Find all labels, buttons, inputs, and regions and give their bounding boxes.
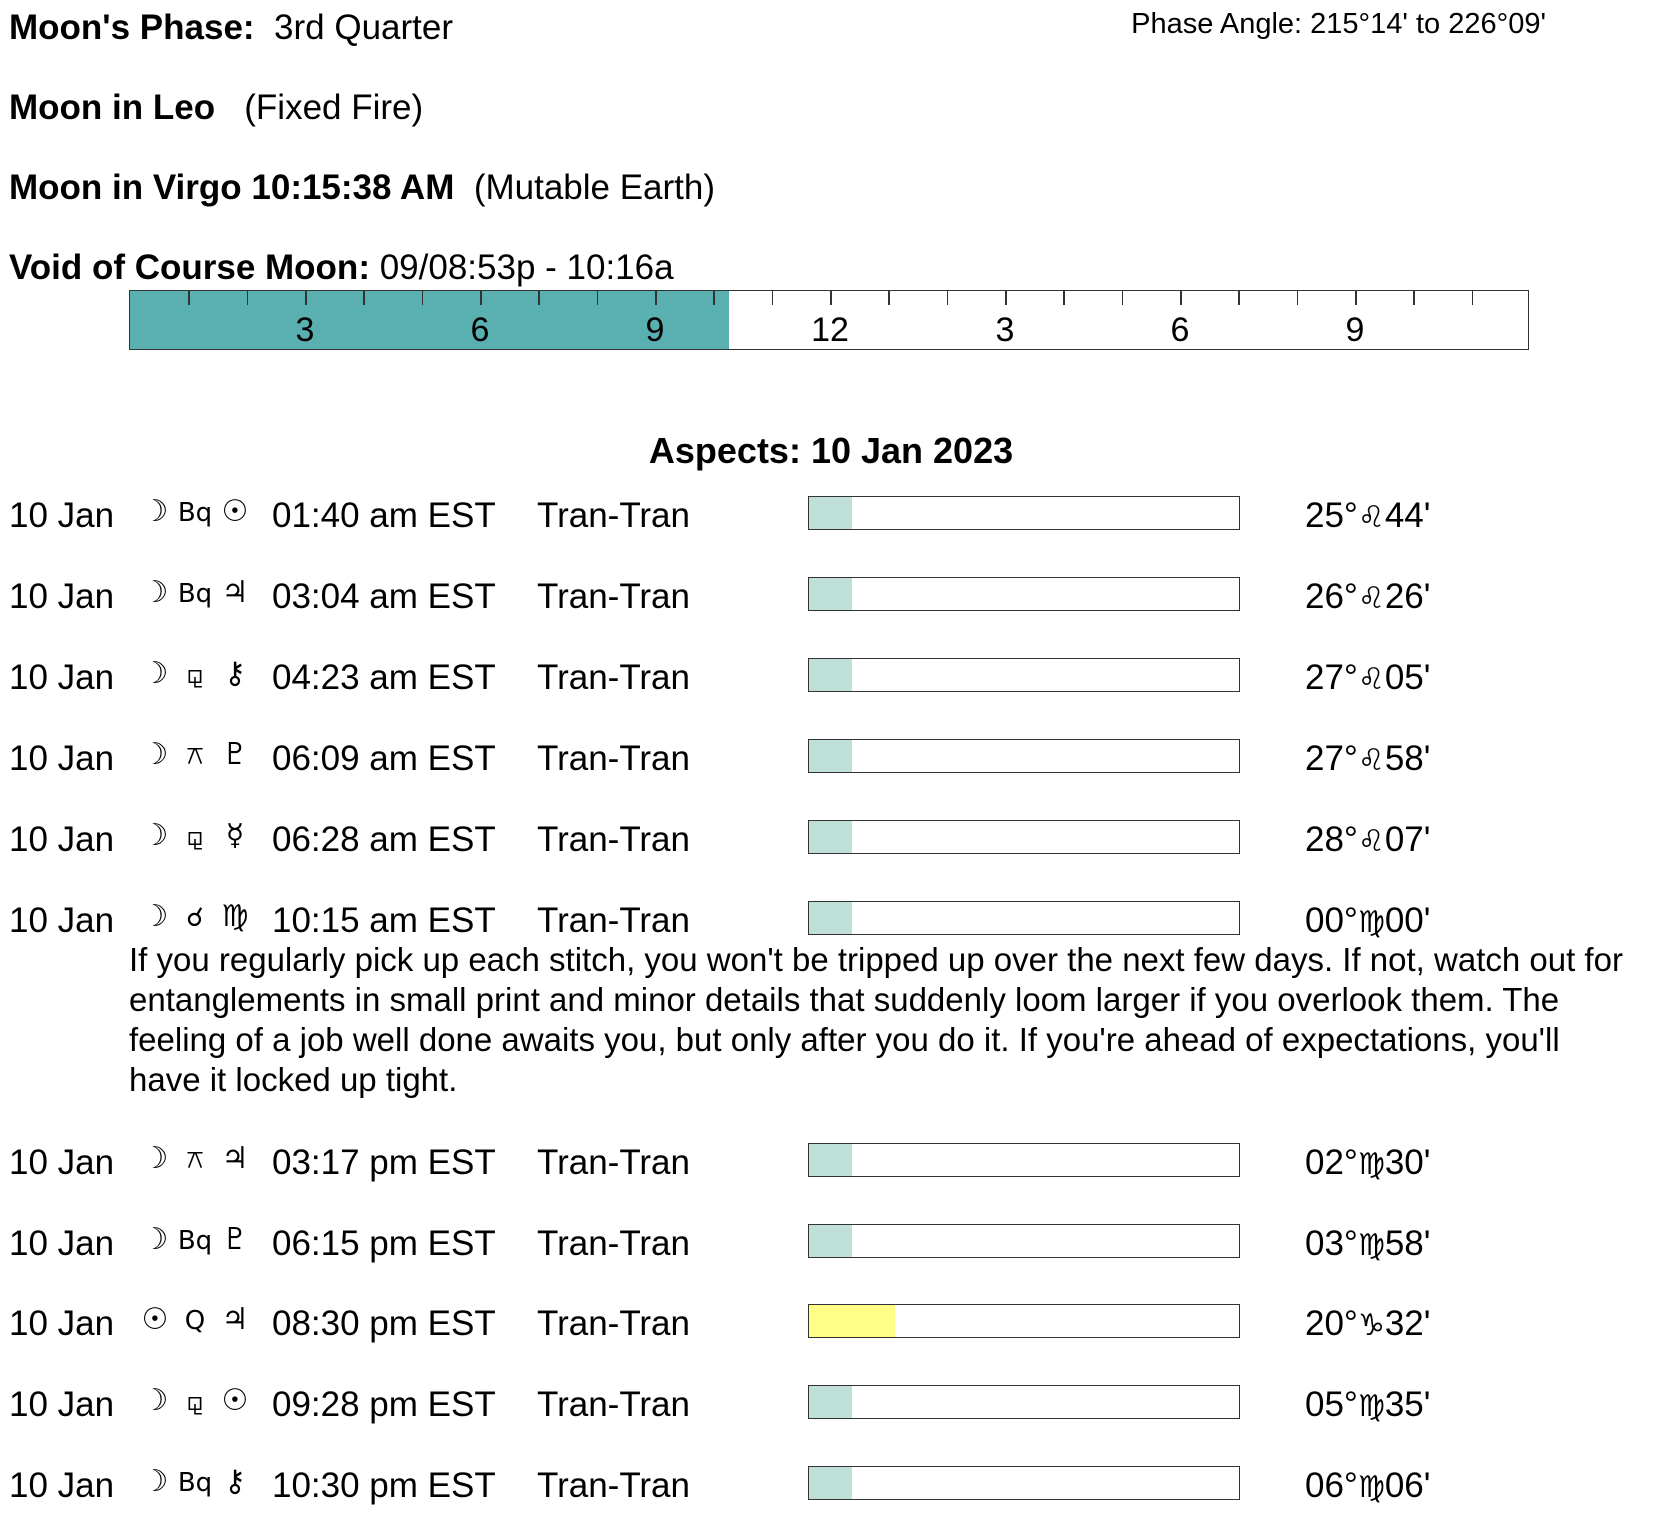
timeline-hour-tick <box>422 291 424 305</box>
aspect-strength-bar <box>808 496 1240 530</box>
aspect-date: 10 Jan <box>9 820 115 859</box>
aspect-icon: Bq <box>177 579 213 609</box>
position-minutes: 06' <box>1384 1466 1431 1505</box>
timeline-hour-tick <box>1180 291 1182 305</box>
position-minutes: 58' <box>1384 739 1431 778</box>
aspect-row <box>0 1143 1670 1191</box>
aspect-strength-bar <box>808 658 1240 692</box>
planet-2-icon: ♇ <box>221 737 249 772</box>
aspect-position <box>1305 1385 1430 1425</box>
aspect-kind: Tran-Tran <box>537 496 690 535</box>
timeline-hour-tick <box>597 291 599 305</box>
aspect-strength-fill <box>809 497 852 529</box>
planet-1-icon: ☽ <box>141 1383 169 1418</box>
aspect-date: 10 Jan <box>9 658 115 697</box>
aspect-time: 09:28 pm EST <box>272 1385 496 1424</box>
zodiac-sign-icon: ♍ <box>1357 1389 1385 1424</box>
aspect-date: 10 Jan <box>9 1143 115 1182</box>
aspect-kind: Tran-Tran <box>537 1143 690 1182</box>
aspect-interpretation: If you regularly pick up each stitch, you won't be tripped up over the next few days. If not, watch out for entanglements in small print and minor details that suddenly loom larger if you overlook them. The feeling of a job well done awaits you, but only after you do it. If you're ahead of expectations, you'll have it locked up tight. <box>129 941 1623 1098</box>
aspect-strength-bar <box>808 1385 1240 1419</box>
aspect-row <box>0 739 1670 787</box>
timeline-hour-tick <box>1413 291 1415 305</box>
position-degrees: 02° <box>1305 1143 1358 1182</box>
aspect-date: 10 Jan <box>9 1304 115 1343</box>
position-degrees: 28° <box>1305 820 1358 859</box>
aspect-strength-fill <box>809 1225 852 1257</box>
position-degrees: 05° <box>1305 1385 1358 1424</box>
aspect-icon: ☌ <box>186 903 204 933</box>
timeline-hour-label: 9 <box>1345 311 1365 349</box>
timeline-hour-tick <box>1238 291 1240 305</box>
aspect-time: 10:30 pm EST <box>272 1466 496 1505</box>
zodiac-sign-icon: ♍ <box>1357 1147 1385 1182</box>
aspect-row <box>0 1466 1670 1514</box>
position-degrees: 20° <box>1305 1304 1358 1343</box>
aspect-position <box>1305 577 1430 617</box>
planet-1-icon: ☽ <box>141 1141 169 1176</box>
aspect-time: 06:28 am EST <box>272 820 496 859</box>
moon-phase-line <box>9 8 453 48</box>
aspect-row <box>0 820 1670 868</box>
position-degrees: 25° <box>1305 496 1358 535</box>
planet-1-icon: ☉ <box>141 1302 169 1337</box>
timeline-hour-tick <box>1063 291 1065 305</box>
position-degrees: 27° <box>1305 658 1358 697</box>
planet-2-icon: ☉ <box>221 1383 249 1418</box>
aspect-icon: ⚻ <box>186 1145 204 1175</box>
aspect-row <box>0 577 1670 625</box>
timeline-hour-tick <box>655 291 657 305</box>
planet-2-icon: ♃ <box>221 1141 249 1176</box>
void-of-course-line <box>9 248 674 288</box>
planet-1-icon: ☽ <box>141 899 169 934</box>
aspect-icon: ⚼ <box>186 1387 204 1417</box>
aspect-time: 03:04 am EST <box>272 577 496 616</box>
aspect-row <box>0 1224 1670 1272</box>
planet-2-icon: ☉ <box>221 494 249 529</box>
zodiac-sign-icon: ♍ <box>1357 1470 1385 1505</box>
zodiac-sign-icon: ♍ <box>1357 905 1385 940</box>
aspect-row <box>0 658 1670 706</box>
timeline-hour-tick <box>830 291 832 305</box>
aspect-date: 10 Jan <box>9 496 115 535</box>
aspect-time: 06:09 am EST <box>272 739 496 778</box>
timeline-hour-label: 3 <box>295 311 315 349</box>
aspect-strength-fill <box>809 578 852 610</box>
aspect-date: 10 Jan <box>9 739 115 778</box>
timeline-hour-tick <box>1472 291 1474 305</box>
aspect-strength-fill <box>809 1305 895 1337</box>
aspect-date: 10 Jan <box>9 901 115 940</box>
planet-1-icon: ☽ <box>141 737 169 772</box>
planet-2-icon: ♃ <box>221 575 249 610</box>
aspect-row <box>0 1385 1670 1433</box>
timeline-hour-tick <box>188 291 190 305</box>
aspect-kind: Tran-Tran <box>537 1304 690 1343</box>
aspect-row <box>0 496 1670 544</box>
aspect-position <box>1305 1466 1430 1506</box>
aspect-strength-fill <box>809 1144 852 1176</box>
aspect-position <box>1305 658 1430 698</box>
timeline-hour-label: 6 <box>1170 311 1190 349</box>
planet-2-icon: ⚷ <box>224 656 246 691</box>
void-of-course-fill <box>130 291 729 349</box>
position-minutes: 44' <box>1384 496 1431 535</box>
aspect-icon: ⚼ <box>186 822 204 852</box>
aspect-position <box>1305 820 1430 860</box>
zodiac-sign-icon: ♌ <box>1357 743 1385 778</box>
planet-2-icon: ♃ <box>221 1302 249 1337</box>
planet-1-icon: ☽ <box>141 818 169 853</box>
void-of-course-value: 09/08:53p - 10:16a <box>379 248 674 287</box>
aspect-strength-bar <box>808 1143 1240 1177</box>
timeline-hour-tick <box>538 291 540 305</box>
position-degrees: 06° <box>1305 1466 1358 1505</box>
aspect-date: 10 Jan <box>9 577 115 616</box>
aspect-position <box>1305 1224 1430 1264</box>
zodiac-sign-icon: ♌ <box>1357 662 1385 697</box>
moon-ingress-line <box>9 168 715 208</box>
aspect-time: 06:15 pm EST <box>272 1224 496 1263</box>
timeline-hour-tick <box>947 291 949 305</box>
timeline-hour-tick <box>713 291 715 305</box>
planet-2-icon: ♍ <box>221 899 249 934</box>
timeline-hour-tick <box>1297 291 1299 305</box>
timeline-hour-label: 6 <box>470 311 490 349</box>
timeline-hour-tick <box>1122 291 1124 305</box>
aspect-time: 04:23 am EST <box>272 658 496 697</box>
aspect-kind: Tran-Tran <box>537 658 690 697</box>
aspect-date: 10 Jan <box>9 1385 115 1424</box>
aspect-strength-fill <box>809 821 852 853</box>
aspects-title: Aspects: 10 Jan 2023 <box>648 430 1014 471</box>
void-of-course-timeline <box>129 290 1529 350</box>
planet-1-icon: ☽ <box>141 1464 169 1499</box>
aspect-kind: Tran-Tran <box>537 1385 690 1424</box>
aspect-position <box>1305 496 1430 536</box>
zodiac-sign-icon: ♑ <box>1357 1308 1385 1343</box>
aspect-position <box>1305 1143 1430 1183</box>
aspect-time: 10:15 am EST <box>272 901 496 940</box>
planet-1-icon: ☽ <box>141 494 169 529</box>
timeline-hour-tick <box>247 291 249 305</box>
planet-2-icon: ☿ <box>225 818 245 853</box>
timeline-hour-tick <box>1005 291 1007 305</box>
aspect-strength-fill <box>809 740 852 772</box>
phase-angle: Phase Angle: 215°14' to 226°09' <box>1131 8 1546 40</box>
aspect-strength-bar <box>808 1224 1240 1258</box>
aspect-time: 08:30 pm EST <box>272 1304 496 1343</box>
aspect-row <box>0 1304 1670 1352</box>
aspect-kind: Tran-Tran <box>537 901 690 940</box>
aspect-strength-fill <box>809 1386 852 1418</box>
aspect-strength-bar <box>808 901 1240 935</box>
aspect-strength-bar <box>808 1304 1240 1338</box>
moon-sign-label: Moon in Leo <box>9 88 216 127</box>
aspect-position <box>1305 1304 1430 1344</box>
aspect-icon: Q <box>184 1306 206 1336</box>
position-degrees: 00° <box>1305 901 1358 940</box>
aspect-date: 10 Jan <box>9 1224 115 1263</box>
aspect-strength-bar <box>808 1466 1240 1500</box>
position-degrees: 03° <box>1305 1224 1358 1263</box>
aspect-icon: Bq <box>177 498 213 528</box>
moon-phase-label: Moon's Phase: <box>9 8 255 47</box>
position-minutes: 07' <box>1384 820 1431 859</box>
aspect-strength-fill <box>809 902 852 934</box>
position-minutes: 26' <box>1384 577 1431 616</box>
aspect-kind: Tran-Tran <box>537 1224 690 1263</box>
aspect-icon: ⚼ <box>186 660 204 690</box>
aspect-kind: Tran-Tran <box>537 820 690 859</box>
zodiac-sign-icon: ♌ <box>1357 581 1385 616</box>
moon-ingress-quality: (Mutable Earth) <box>473 168 716 207</box>
aspect-kind: Tran-Tran <box>537 1466 690 1505</box>
aspect-strength-bar <box>808 820 1240 854</box>
aspect-position <box>1305 901 1430 941</box>
aspect-icon: ⚻ <box>186 741 204 771</box>
aspect-kind: Tran-Tran <box>537 577 690 616</box>
timeline-hour-label: 3 <box>995 311 1015 349</box>
aspect-date: 10 Jan <box>9 1466 115 1505</box>
position-minutes: 58' <box>1384 1224 1431 1263</box>
timeline-hour-tick <box>305 291 307 305</box>
aspect-kind: Tran-Tran <box>537 739 690 778</box>
zodiac-sign-icon: ♌ <box>1357 500 1385 535</box>
timeline-hour-label: 12 <box>811 311 849 349</box>
aspect-strength-bar <box>808 739 1240 773</box>
position-minutes: 05' <box>1384 658 1431 697</box>
timeline-hour-tick <box>363 291 365 305</box>
position-minutes: 30' <box>1384 1143 1431 1182</box>
planet-1-icon: ☽ <box>141 656 169 691</box>
planet-2-icon: ⚷ <box>224 1464 246 1499</box>
aspect-icon: Bq <box>177 1226 213 1256</box>
aspect-strength-bar <box>808 577 1240 611</box>
position-minutes: 32' <box>1384 1304 1431 1343</box>
aspect-icon: Bq <box>177 1468 213 1498</box>
timeline-hour-tick <box>888 291 890 305</box>
moon-ingress-label: Moon in Virgo 10:15:38 AM <box>9 168 455 207</box>
aspect-time: 01:40 am EST <box>272 496 496 535</box>
aspect-position <box>1305 739 1430 779</box>
void-of-course-label: Void of Course Moon: <box>9 248 370 287</box>
position-degrees: 26° <box>1305 577 1358 616</box>
position-degrees: 27° <box>1305 739 1358 778</box>
moon-sign-line <box>9 88 423 128</box>
planet-1-icon: ☽ <box>141 575 169 610</box>
aspect-strength-fill <box>809 1467 852 1499</box>
planet-1-icon: ☽ <box>141 1222 169 1257</box>
timeline-hour-tick <box>1355 291 1357 305</box>
aspect-strength-fill <box>809 659 852 691</box>
timeline-hour-tick <box>772 291 774 305</box>
timeline-hour-tick <box>480 291 482 305</box>
timeline-hour-label: 9 <box>645 311 665 349</box>
position-minutes: 35' <box>1384 1385 1431 1424</box>
position-minutes: 00' <box>1384 901 1431 940</box>
zodiac-sign-icon: ♌ <box>1357 824 1385 859</box>
moon-sign-quality: (Fixed Fire) <box>244 88 424 127</box>
planet-2-icon: ♇ <box>221 1222 249 1257</box>
zodiac-sign-icon: ♍ <box>1357 1228 1385 1263</box>
aspect-time: 03:17 pm EST <box>272 1143 496 1182</box>
moon-phase-value: 3rd Quarter <box>274 8 454 47</box>
